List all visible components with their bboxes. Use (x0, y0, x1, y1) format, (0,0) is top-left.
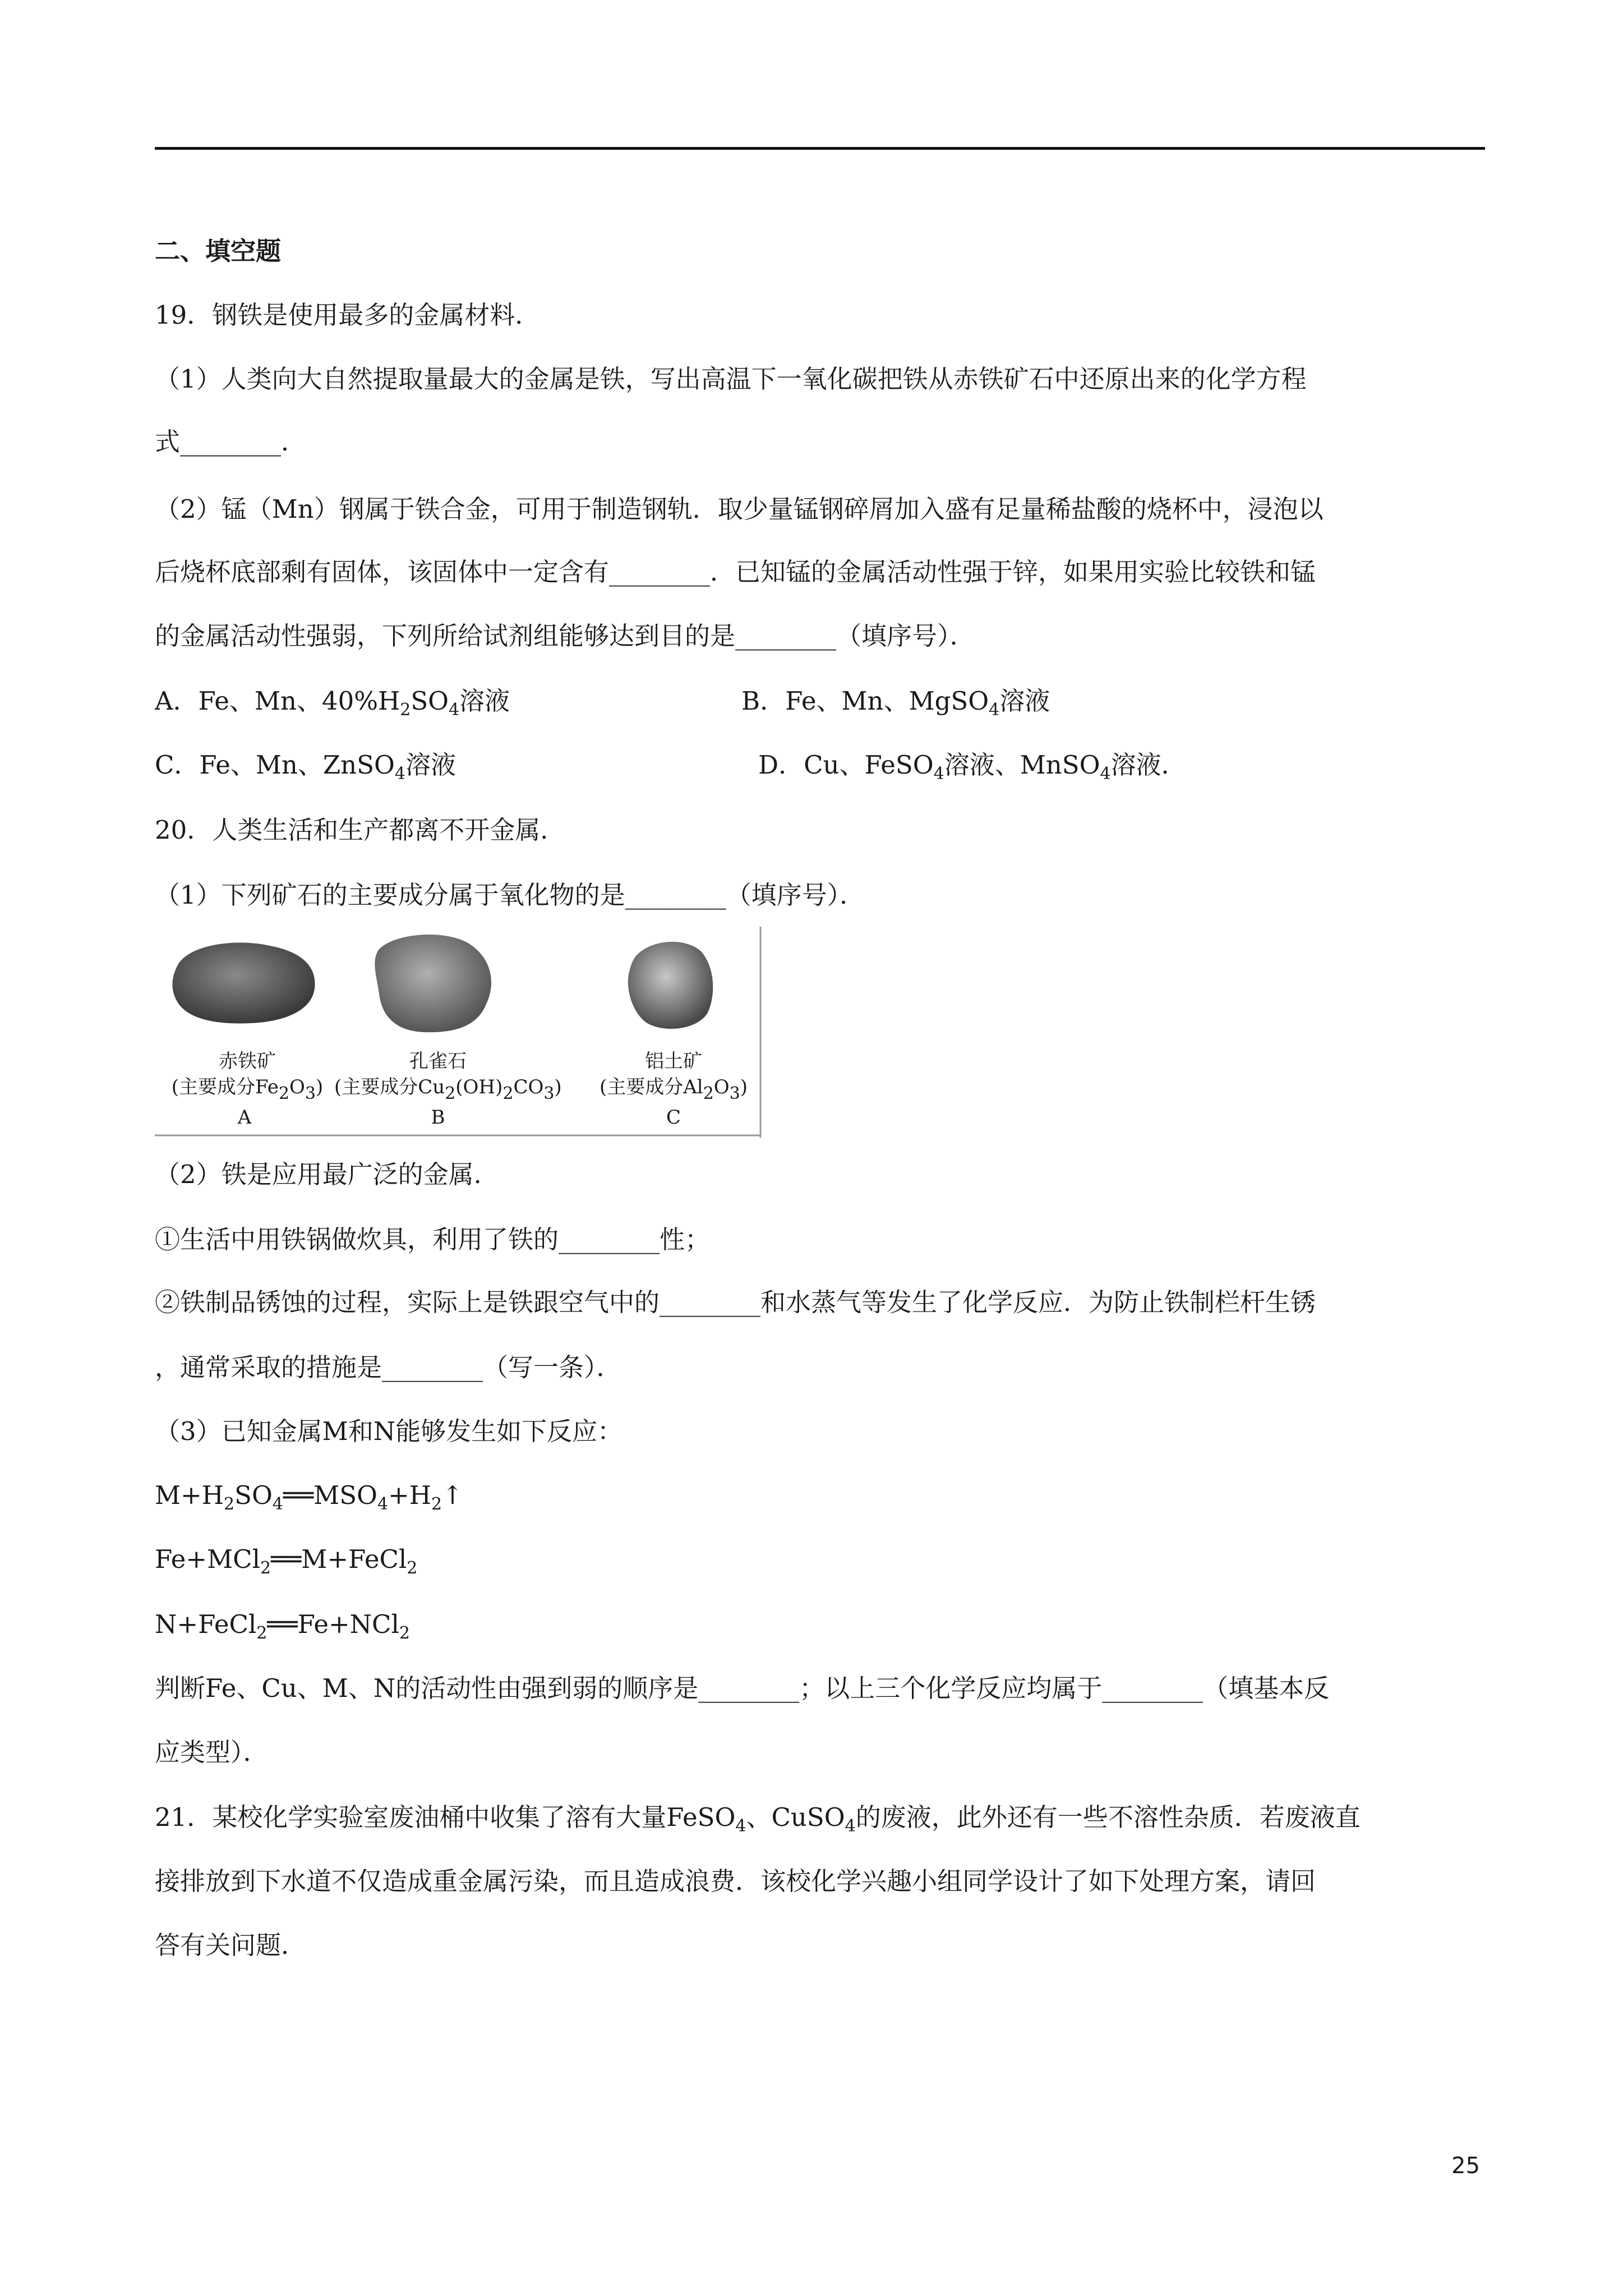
ore-c-composition: (主要成分$Al_2O_3$) (599, 1076, 748, 1103)
section-title: 二、填空题 (155, 236, 282, 266)
q20-stem: 20．人类生活和生产都离不开金属． (155, 815, 566, 845)
q20-equation-2: Fe+MCl$_2$══M+FeCl$_2$ (155, 1544, 418, 1578)
ore-c-name: 铝土矿 (645, 1050, 702, 1073)
q19-option-c: C．Fe、Mn、ZnSO$_4$溶液 (155, 750, 456, 784)
q19-option-b: B．Fe、Mn、MgSO$_4$溶液 (741, 686, 1050, 720)
q20-part2: （2）铁是应用最广泛的金属． (155, 1159, 499, 1189)
ore-b-composition: (主要成分$Cu_2(OH)_2CO_3$) (334, 1076, 562, 1103)
q20-part3: （3）已知金属M和N能够发生如下反应： (155, 1416, 623, 1446)
q20-part3-line2: 应类型）． (155, 1737, 269, 1767)
q20-part2-item2-line1: ②铁制品锈蚀的过程，实际上是铁跟空气中的________和水蒸气等发生了化学反应．为防止铁制栏杆生锈 (155, 1287, 1316, 1317)
q20-part3-line1: 判断Fe、Cu、M、N的活动性由强到弱的顺序是________；以上三个化学反应均属于________（填基本反 (155, 1673, 1330, 1703)
q20-equation-3: N+FeCl$_2$══Fe+NCl$_2$ (155, 1609, 410, 1643)
q20-equation-1: $M+H_2SO_4══MSO_4+H_2↑$ (155, 1480, 463, 1514)
malachite-rock-image (375, 935, 491, 1032)
q21-line2: 接排放到下水道不仅造成重金属污染，而且造成浪费．该校化学兴趣小组同学设计了如下处理方案，请回 (155, 1866, 1316, 1896)
q19-part2-line3: 的金属活动性强弱，下列所给试剂组能够达到目的是________（填序号）． (155, 621, 975, 651)
q20-part2-item2-line2: ，通常采取的措施是________（写一条）． (155, 1352, 622, 1382)
ore-b-letter: B (431, 1106, 445, 1129)
ore-a-composition: (主要成分$Fe_2O_3$) (171, 1076, 324, 1103)
q21-line1: 21．某校化学实验室废油桶中收集了溶有大量FeSO$_4$、CuSO$_4$的废液，此外还有一些不溶性杂质．若废液直 (155, 1802, 1361, 1836)
q19-option-d: D．Cu、FeSO$_4$溶液、MnSO$_4$溶液． (758, 750, 1187, 784)
q19-option-a: A．Fe、Mn、$40\%H_2SO_4$溶液 (155, 686, 510, 720)
ore-b-name: 孔雀石 (409, 1050, 467, 1073)
q19-part2-line1: （2）锰（Mn）钢属于铁合金，可用于制造钢轨．取少量锰钢碎屑加入盛有足量稀盐酸的烧杯中，浸泡以 (155, 494, 1324, 524)
q19-stem: 19．钢铁是使用最多的金属材料． (155, 300, 541, 330)
ore-a-letter: A (237, 1106, 252, 1129)
q19-part1-line1: （1）人类向大自然提取量最大的金属是铁，写出高温下一氧化碳把铁从赤铁矿石中还原出来的化学方程 (155, 364, 1307, 394)
ore-c-letter: C (666, 1106, 681, 1129)
hematite-rock-image (172, 942, 315, 1023)
q21-line3: 答有关问题． (155, 1930, 307, 1960)
q20-part2-item1: ①生活中用铁锅做炊具，利用了铁的________性； (155, 1225, 711, 1254)
page-number: 25 (1451, 2153, 1480, 2179)
header-rule (155, 147, 1485, 150)
q19-part2-line2: 后烧杯底部剩有固体，该固体中一定含有________．已知锰的金属活动性强于锌，如果用实验比较铁和锰 (155, 557, 1316, 587)
ore-a-name: 赤铁矿 (219, 1050, 276, 1073)
q20-part1: （1）下列矿石的主要成分属于氧化物的是________（填序号）． (155, 880, 865, 910)
ore-figure (155, 927, 764, 1138)
q19-part1-line2: 式________． (155, 427, 307, 457)
bauxite-rock-image (628, 942, 713, 1029)
